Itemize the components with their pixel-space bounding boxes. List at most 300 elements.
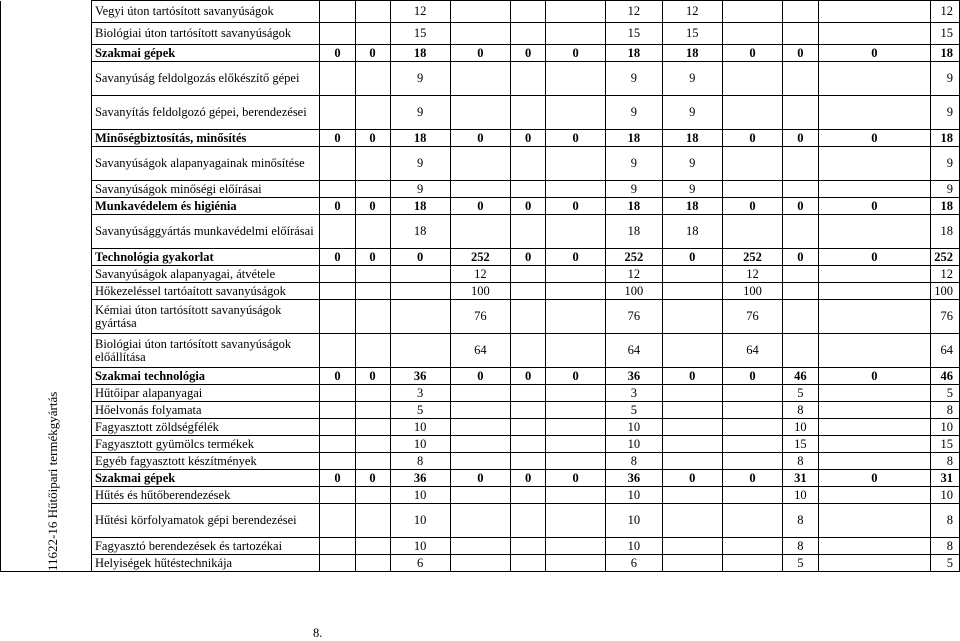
value-cell [511, 215, 546, 249]
row-name: Savanyúságok minőségi előírásai [91, 181, 320, 198]
value-cell [511, 538, 546, 555]
value-cell: 100 [450, 283, 510, 300]
value-cell [662, 385, 722, 402]
value-cell: 0 [546, 45, 606, 62]
value-cell: 12 [931, 266, 960, 283]
value-cell [818, 283, 931, 300]
value-cell [722, 215, 782, 249]
value-cell: 0 [320, 249, 355, 266]
value-cell: 64 [606, 334, 663, 368]
value-cell [546, 538, 606, 555]
value-cell: 8 [390, 453, 450, 470]
value-cell: 9 [662, 147, 722, 181]
value-cell: 10 [606, 504, 663, 538]
value-cell: 9 [390, 147, 450, 181]
value-cell: 0 [355, 470, 390, 487]
value-cell: 46 [931, 368, 960, 385]
value-cell: 9 [390, 62, 450, 96]
value-cell [320, 181, 355, 198]
value-cell [818, 487, 931, 504]
value-cell [450, 215, 510, 249]
value-cell [546, 436, 606, 453]
value-cell: 5 [390, 402, 450, 419]
value-cell [818, 419, 931, 436]
value-cell [722, 96, 782, 130]
value-cell: 8 [931, 538, 960, 555]
value-cell [355, 300, 390, 334]
value-cell: 5 [783, 385, 818, 402]
value-cell [546, 385, 606, 402]
value-cell [818, 62, 931, 96]
value-cell: 0 [320, 368, 355, 385]
value-cell: 0 [320, 45, 355, 62]
table-row [1, 436, 960, 453]
value-cell: 10 [931, 419, 960, 436]
value-cell [511, 147, 546, 181]
row-name: Szakmai technológia [91, 368, 320, 385]
value-cell: 9 [931, 96, 960, 130]
value-cell [662, 453, 722, 470]
value-cell [722, 504, 782, 538]
value-cell: 0 [450, 130, 510, 147]
page-number: 8. [313, 626, 323, 640]
value-cell [450, 23, 510, 45]
value-cell: 15 [606, 23, 663, 45]
value-cell [722, 1, 782, 23]
value-cell: 0 [818, 249, 931, 266]
value-cell: 76 [722, 300, 782, 334]
value-cell [320, 1, 355, 23]
value-cell: 0 [818, 45, 931, 62]
value-cell: 0 [662, 470, 722, 487]
value-cell: 0 [355, 198, 390, 215]
value-cell: 15 [662, 23, 722, 45]
value-cell: 0 [818, 368, 931, 385]
value-cell [818, 181, 931, 198]
value-cell [450, 1, 510, 23]
value-cell: 0 [320, 198, 355, 215]
value-cell [355, 1, 390, 23]
value-cell: 36 [606, 470, 663, 487]
value-cell: 0 [546, 249, 606, 266]
value-cell: 8 [931, 453, 960, 470]
value-cell [320, 487, 355, 504]
value-cell: 0 [783, 198, 818, 215]
value-cell [450, 62, 510, 96]
value-cell [722, 147, 782, 181]
value-cell [355, 453, 390, 470]
value-cell: 10 [606, 419, 663, 436]
row-name: Savanyúságok alapanyagai, átvétele [91, 266, 320, 283]
value-cell: 12 [606, 1, 663, 23]
value-cell [546, 453, 606, 470]
value-cell: 10 [390, 504, 450, 538]
value-cell [546, 555, 606, 572]
value-cell: 18 [606, 45, 663, 62]
value-cell: 12 [606, 266, 663, 283]
table-row [1, 147, 960, 181]
row-name: Munkavédelem és higiénia [91, 198, 320, 215]
value-cell [818, 147, 931, 181]
value-cell [722, 23, 782, 45]
value-cell [355, 96, 390, 130]
row-name: Savanyúság feldolgozás előkészítő gépei [91, 62, 320, 96]
value-cell [818, 555, 931, 572]
value-cell [662, 419, 722, 436]
value-cell [355, 487, 390, 504]
value-cell [662, 436, 722, 453]
value-cell: 8 [931, 504, 960, 538]
value-cell: 15 [931, 436, 960, 453]
value-cell [783, 1, 818, 23]
value-cell [320, 385, 355, 402]
value-cell [355, 215, 390, 249]
row-name: Vegyi úton tartósított savanyúságok [91, 1, 320, 23]
value-cell [450, 436, 510, 453]
value-cell: 0 [355, 249, 390, 266]
value-cell [722, 436, 782, 453]
value-cell: 9 [931, 181, 960, 198]
value-cell: 0 [546, 130, 606, 147]
value-cell: 100 [931, 283, 960, 300]
value-cell [511, 334, 546, 368]
row-name: Savanyítás feldolgozó gépei, berendezései [91, 96, 320, 130]
value-cell [783, 181, 818, 198]
row-name: Hőelvonás folyamata [91, 402, 320, 419]
value-cell: 18 [931, 198, 960, 215]
value-cell [662, 487, 722, 504]
value-cell: 18 [931, 215, 960, 249]
value-cell [722, 385, 782, 402]
value-cell [662, 402, 722, 419]
row-name: Technológia gyakorlat [91, 249, 320, 266]
value-cell: 9 [662, 62, 722, 96]
value-cell [355, 283, 390, 300]
value-cell [511, 300, 546, 334]
value-cell [783, 283, 818, 300]
value-cell [818, 215, 931, 249]
value-cell [320, 283, 355, 300]
value-cell [511, 23, 546, 45]
value-cell [818, 436, 931, 453]
value-cell: 0 [818, 470, 931, 487]
value-cell: 18 [662, 45, 722, 62]
value-cell: 252 [722, 249, 782, 266]
row-name: Savanyúsággyártás munkavédelmi előírásai [91, 215, 320, 249]
value-cell [783, 300, 818, 334]
value-cell: 12 [722, 266, 782, 283]
value-cell [320, 62, 355, 96]
table-row-section [1, 470, 960, 487]
value-cell [450, 96, 510, 130]
value-cell [783, 62, 818, 96]
value-cell: 0 [662, 368, 722, 385]
table-row-section [1, 198, 960, 215]
value-cell: 64 [931, 334, 960, 368]
value-cell: 6 [390, 555, 450, 572]
value-cell: 0 [511, 198, 546, 215]
value-cell [355, 504, 390, 538]
row-name: Fagyasztott zöldségfélék [91, 419, 320, 436]
value-cell: 8 [931, 402, 960, 419]
value-cell [783, 266, 818, 283]
row-name: Szakmai gépek [91, 470, 320, 487]
value-cell: 18 [606, 198, 663, 215]
table-row [1, 504, 960, 538]
value-cell: 0 [722, 198, 782, 215]
value-cell: 8 [783, 538, 818, 555]
row-name: Hűtőipar alapanyagai [91, 385, 320, 402]
value-cell [355, 23, 390, 45]
value-cell: 9 [931, 147, 960, 181]
table-row [1, 215, 960, 249]
value-cell [818, 300, 931, 334]
value-cell: 76 [450, 300, 510, 334]
value-cell: 8 [783, 504, 818, 538]
value-cell [783, 96, 818, 130]
value-cell: 10 [931, 487, 960, 504]
value-cell [722, 62, 782, 96]
value-cell [355, 334, 390, 368]
value-cell [511, 283, 546, 300]
value-cell: 0 [818, 198, 931, 215]
value-cell: 0 [783, 45, 818, 62]
value-cell [511, 1, 546, 23]
value-cell [320, 402, 355, 419]
value-cell: 31 [931, 470, 960, 487]
value-cell [783, 23, 818, 45]
value-cell: 0 [722, 368, 782, 385]
value-cell: 9 [606, 147, 663, 181]
value-cell [390, 283, 450, 300]
row-name: Biológiai úton tartósított savanyúságok előállítása [91, 334, 320, 368]
value-cell: 18 [606, 215, 663, 249]
row-name: Fagyasztó berendezések és tartozékai [91, 538, 320, 555]
value-cell [511, 402, 546, 419]
value-cell [722, 419, 782, 436]
value-cell [450, 504, 510, 538]
value-cell: 6 [606, 555, 663, 572]
value-cell: 0 [511, 368, 546, 385]
value-cell: 0 [662, 249, 722, 266]
value-cell [546, 487, 606, 504]
table-row [1, 266, 960, 283]
row-name: Egyéb fagyasztott készítmények [91, 453, 320, 470]
value-cell: 12 [662, 1, 722, 23]
value-cell [818, 385, 931, 402]
value-cell [818, 334, 931, 368]
table-row [1, 283, 960, 300]
value-cell [450, 555, 510, 572]
row-name: Fagyasztott gyümölcs termékek [91, 436, 320, 453]
value-cell [783, 147, 818, 181]
value-cell [546, 23, 606, 45]
value-cell [511, 181, 546, 198]
value-cell [390, 266, 450, 283]
value-cell: 10 [390, 538, 450, 555]
value-cell: 8 [606, 453, 663, 470]
value-cell: 9 [662, 96, 722, 130]
value-cell [818, 1, 931, 23]
value-cell: 76 [931, 300, 960, 334]
value-cell: 10 [390, 487, 450, 504]
value-cell: 0 [511, 130, 546, 147]
value-cell: 12 [450, 266, 510, 283]
table-row-section [1, 249, 960, 266]
value-cell [450, 147, 510, 181]
value-cell: 10 [390, 419, 450, 436]
value-cell: 9 [606, 181, 663, 198]
value-cell: 10 [783, 419, 818, 436]
value-cell [783, 334, 818, 368]
value-cell [355, 538, 390, 555]
value-cell [546, 504, 606, 538]
value-cell [355, 419, 390, 436]
value-cell [390, 300, 450, 334]
value-cell [722, 453, 782, 470]
value-cell: 15 [931, 23, 960, 45]
value-cell [355, 266, 390, 283]
value-cell [722, 181, 782, 198]
table-row [1, 385, 960, 402]
value-cell [722, 487, 782, 504]
value-cell [546, 96, 606, 130]
value-cell: 15 [783, 436, 818, 453]
value-cell: 0 [450, 45, 510, 62]
value-cell [662, 538, 722, 555]
value-cell: 0 [355, 45, 390, 62]
value-cell: 18 [662, 198, 722, 215]
value-cell [320, 453, 355, 470]
value-cell: 31 [783, 470, 818, 487]
value-cell [818, 23, 931, 45]
value-cell: 64 [722, 334, 782, 368]
value-cell [511, 504, 546, 538]
value-cell [511, 96, 546, 130]
value-cell [818, 538, 931, 555]
value-cell [662, 300, 722, 334]
value-cell [546, 1, 606, 23]
value-cell: 0 [722, 470, 782, 487]
value-cell: 100 [606, 283, 663, 300]
value-cell: 18 [931, 130, 960, 147]
value-cell: 3 [606, 385, 663, 402]
value-cell: 0 [450, 368, 510, 385]
value-cell: 252 [450, 249, 510, 266]
table-row [1, 402, 960, 419]
value-cell [390, 334, 450, 368]
row-name: Kémiai úton tartósított savanyúságok gyártása [91, 300, 320, 334]
value-cell [320, 23, 355, 45]
value-cell [511, 62, 546, 96]
value-cell: 64 [450, 334, 510, 368]
value-cell [546, 215, 606, 249]
table-row [1, 538, 960, 555]
value-cell: 12 [931, 1, 960, 23]
value-cell [662, 266, 722, 283]
table-row [1, 300, 960, 334]
value-cell [511, 453, 546, 470]
value-cell [818, 96, 931, 130]
value-cell [662, 283, 722, 300]
value-cell [450, 538, 510, 555]
value-cell [320, 436, 355, 453]
table-row [1, 419, 960, 436]
value-cell [546, 334, 606, 368]
value-cell [818, 266, 931, 283]
value-cell [546, 419, 606, 436]
value-cell: 0 [546, 368, 606, 385]
value-cell [818, 453, 931, 470]
value-cell [511, 555, 546, 572]
row-name: Helyiségek hűtéstechnikája [91, 555, 320, 572]
value-cell: 0 [546, 198, 606, 215]
value-cell: 36 [390, 470, 450, 487]
value-cell: 0 [450, 470, 510, 487]
value-cell [818, 504, 931, 538]
table-row [1, 181, 960, 198]
value-cell: 0 [511, 470, 546, 487]
value-cell [450, 453, 510, 470]
value-cell [511, 266, 546, 283]
side-label: 11622-16 Hűtőipari termékgyártás [44, 391, 60, 571]
value-cell: 0 [320, 130, 355, 147]
value-cell: 0 [818, 130, 931, 147]
value-cell: 15 [390, 23, 450, 45]
value-cell [450, 181, 510, 198]
value-cell: 8 [783, 402, 818, 419]
value-cell [320, 215, 355, 249]
value-cell [450, 385, 510, 402]
value-cell [355, 147, 390, 181]
value-cell: 10 [783, 487, 818, 504]
table-row [1, 62, 960, 96]
value-cell: 5 [931, 555, 960, 572]
value-cell: 0 [511, 249, 546, 266]
value-cell: 0 [783, 249, 818, 266]
row-name: Hőkezeléssel tartóaított savanyúságok [91, 283, 320, 300]
value-cell: 18 [662, 130, 722, 147]
value-cell [450, 402, 510, 419]
row-name: Biológiai úton tartósított savanyúságok [91, 23, 320, 45]
value-cell: 0 [783, 130, 818, 147]
value-cell [355, 402, 390, 419]
value-cell: 10 [606, 487, 663, 504]
value-cell [320, 419, 355, 436]
table-row [1, 334, 960, 368]
value-cell: 5 [931, 385, 960, 402]
value-cell: 9 [390, 96, 450, 130]
value-cell: 3 [390, 385, 450, 402]
value-cell [722, 555, 782, 572]
value-cell [546, 266, 606, 283]
value-cell [355, 436, 390, 453]
value-cell: 5 [783, 555, 818, 572]
value-cell: 9 [390, 181, 450, 198]
value-cell: 8 [783, 453, 818, 470]
value-cell [818, 402, 931, 419]
table-row-section [1, 368, 960, 385]
table-row [1, 453, 960, 470]
value-cell [546, 283, 606, 300]
value-cell: 252 [931, 249, 960, 266]
value-cell: 76 [606, 300, 663, 334]
value-cell [662, 334, 722, 368]
value-cell: 18 [931, 45, 960, 62]
value-cell [783, 215, 818, 249]
table-row [1, 487, 960, 504]
value-cell: 0 [355, 368, 390, 385]
